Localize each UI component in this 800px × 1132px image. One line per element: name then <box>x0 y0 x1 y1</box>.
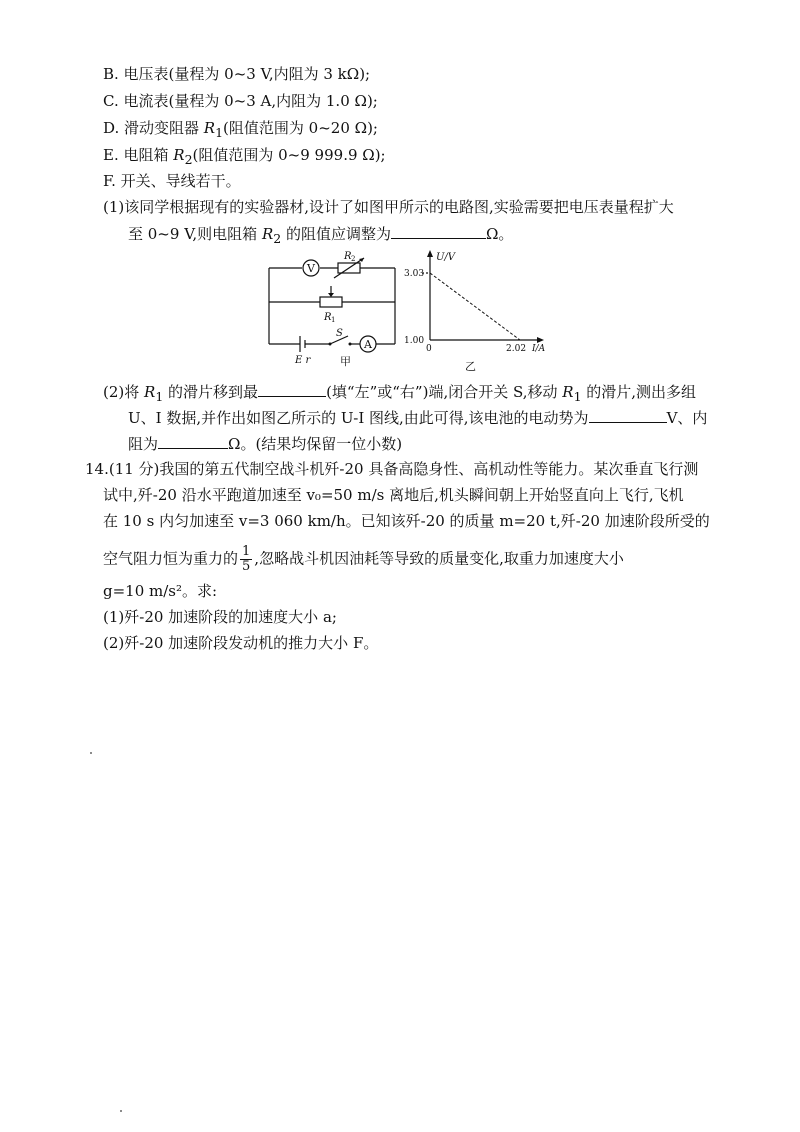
q1-answer-blank[interactable] <box>391 222 486 239</box>
option-e <box>103 144 386 171</box>
option-d-symbol: R <box>203 119 216 137</box>
q14-sub2 <box>103 632 378 654</box>
q2-resistance-blank[interactable] <box>158 432 228 449</box>
option-d-post: (阻值范围为 0~20 Ω); <box>223 119 378 137</box>
q2-line3-pre: 阻为 <box>128 435 159 453</box>
x-tick: 2.02 <box>506 344 527 354</box>
option-f <box>103 170 241 192</box>
r2-sub: 2 <box>351 255 356 263</box>
y-axis-label: U/V <box>436 252 456 263</box>
q14-sub2-text: (2)歼-20 加速阶段发动机的推力大小 F。 <box>103 634 379 652</box>
option-e-post: (阻值范围为 0~9 999.9 Ω); <box>192 146 386 164</box>
q14-line2-text: 试中,歼-20 沿水平跑道加速至 v₀=50 m/s 离地后,机头瞬间朝上开始竖直向上飞行,飞机 <box>103 486 684 504</box>
option-d-sub: 1 <box>215 125 224 140</box>
option-d-pre: D. 滑动变阻器 <box>103 119 204 137</box>
r1-label: R <box>324 312 332 323</box>
q1-line1 <box>103 196 674 218</box>
circuit-caption: 甲 <box>340 355 351 368</box>
origin-label: 0 <box>426 344 432 354</box>
battery-label: E r <box>295 355 311 366</box>
q2-emf-blank[interactable] <box>589 406 667 423</box>
ammeter-label: A <box>364 338 372 351</box>
q1-line2-sub: 2 <box>273 231 282 246</box>
q2-line1-symbol: R <box>144 383 156 401</box>
q2-line1-post: 的滑片,测出多组 <box>581 383 697 401</box>
scan-speck <box>120 1110 122 1112</box>
r1-sub: 1 <box>331 316 336 324</box>
y-top-tick: 3.03 <box>404 269 425 279</box>
option-c-text: C. 电流表(量程为 0~3 A,内阻为 1.0 Ω); <box>103 92 378 110</box>
option-f-text: F. 开关、导线若干。 <box>103 172 241 190</box>
q2-line1-mid2: (填“左”或“右”)端,闭合开关 S,移动 <box>326 383 563 401</box>
r2-label: R <box>344 251 352 262</box>
option-e-pre: E. 电阻箱 <box>103 146 174 164</box>
q14-line2 <box>103 484 684 506</box>
q2-side-blank[interactable] <box>258 380 326 397</box>
q14-line3 <box>103 510 710 532</box>
scan-speck <box>90 752 92 754</box>
q2-line1-symbol2: R <box>562 383 574 401</box>
q14-line4-post: ,忽略战斗机因油耗等导致的质量变化,取重力加速度大小 <box>254 549 624 568</box>
q2-line2-pre: U、I 数据,并作出如图乙所示的 U-I 图线,由此可得,该电池的电动势为 <box>128 409 589 427</box>
voltmeter-label: V <box>307 262 315 275</box>
q14-line5-text: g=10 m/s²。求: <box>103 582 218 600</box>
q1-line2-symbol: R <box>261 225 274 243</box>
q14-sub1 <box>103 606 337 628</box>
option-e-symbol: R <box>173 146 185 164</box>
option-d <box>103 117 378 144</box>
q14-line5 <box>103 580 217 602</box>
q2-line3-post: Ω。(结果均保留一位小数) <box>228 435 403 453</box>
y-bottom-tick: 1.00 <box>404 336 425 346</box>
option-e-sub: 2 <box>184 152 193 167</box>
fraction-denominator: 5 <box>242 559 251 574</box>
ui-graph <box>402 248 572 378</box>
fraction-numerator: 1 <box>242 544 251 559</box>
q2-line2-post: V、内 <box>666 409 708 427</box>
q2-line1 <box>103 380 696 408</box>
circuit-diagram <box>262 248 402 368</box>
q1-line2-post: Ω。 <box>485 225 514 243</box>
one-fifth-fraction <box>240 545 252 574</box>
option-b <box>103 63 370 85</box>
option-c <box>103 90 378 112</box>
q2-line3 <box>128 432 402 455</box>
graph-caption: 乙 <box>465 360 476 373</box>
q2-line1-pre: (2)将 <box>103 383 145 401</box>
q2-line2 <box>128 406 707 429</box>
q1-line2-mid: 的阻值应调整为 <box>281 225 391 243</box>
q14-sub1-text: (1)歼-20 加速阶段的加速度大小 a; <box>103 608 337 626</box>
q14-line3-text: 在 10 s 内匀加速至 v=3 060 km/h。已知该歼-20 的质量 m=20 t,歼-20 加速阶段所受的 <box>103 512 710 530</box>
q14-line1 <box>85 458 698 480</box>
q1-line2-pre: 至 0~9 V,则电阻箱 <box>128 225 262 243</box>
q2-line1-sub: 1 <box>155 389 164 404</box>
q2-line1-sub2: 1 <box>573 389 582 404</box>
ui-line-series <box>430 273 520 340</box>
q14-line1-text: 14.(11 分)我国的第五代制空战斗机歼-20 具备高隐身性、高机动性等能力。某次垂直飞行测 <box>85 460 699 478</box>
q14-line4-pre: 空气阻力恒为重力的 <box>103 549 239 568</box>
q1-line1-text: (1)该同学根据现有的实验器材,设计了如图甲所示的电路图,实验需要把电压表量程扩大 <box>103 198 674 216</box>
option-b-text: B. 电压表(量程为 0~3 V,内阻为 3 kΩ); <box>103 65 371 83</box>
x-axis-label: I/A <box>532 344 546 354</box>
q1-line2 <box>128 222 513 250</box>
switch-label: S <box>336 328 343 339</box>
q14-line4 <box>103 545 624 574</box>
q2-line1-mid: 的滑片移到最 <box>163 383 259 401</box>
